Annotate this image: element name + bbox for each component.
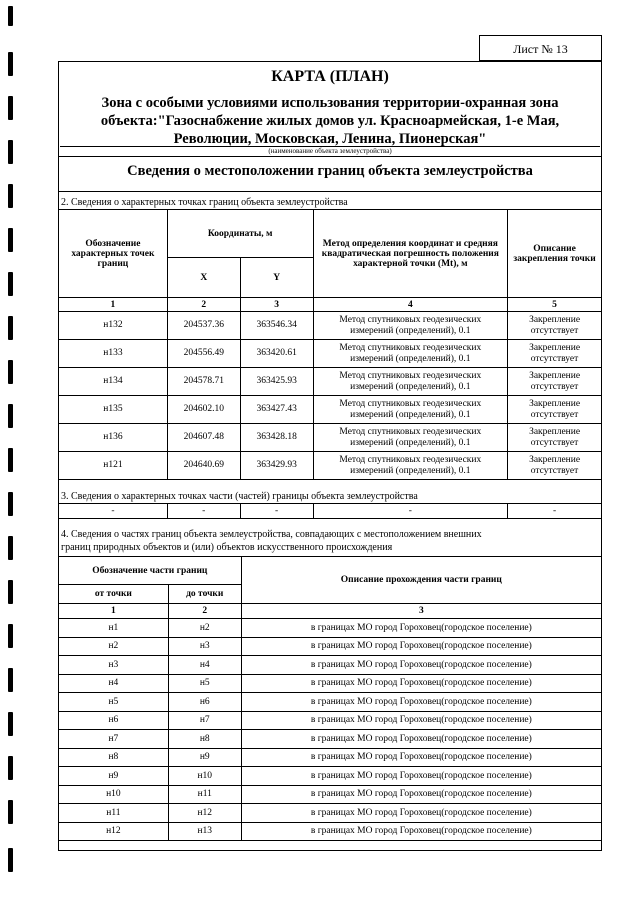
header-fix: Описание закрепления точки — [508, 210, 602, 298]
fix-line-2: отсутствует — [530, 381, 579, 392]
dash-cell: - — [59, 504, 168, 519]
part-description: в границах МО город Гороховец(городское поселение) — [241, 822, 601, 841]
header-point: Обозначение характерных точек границ — [59, 210, 168, 298]
from-point: н10 — [59, 785, 169, 804]
fix-line-2: отсутствует — [530, 465, 579, 476]
binding-hole — [8, 492, 13, 516]
fix-line-1: Закрепление — [529, 342, 581, 353]
to-point: н7 — [168, 711, 241, 730]
col-number: 2 — [168, 604, 241, 619]
from-point: н11 — [59, 804, 169, 823]
fix-line-1: Закрепление — [529, 314, 581, 325]
binding-hole — [8, 6, 13, 26]
section-4-label-line-1: 4. Сведения о частях границ объекта землеустройства, совпадающих с местоположением внешних — [61, 529, 482, 540]
object-title-line-1: Зона с особыми условиями использования территории-охранная зона — [101, 95, 559, 111]
section-title: Сведения о местоположении границ объекта землеустройства — [127, 163, 533, 179]
binding-hole — [8, 668, 13, 692]
coord-y: 363427.43 — [240, 396, 313, 424]
method-line-2: измерений (определений), 0.1 — [350, 325, 471, 336]
dash-cell: - — [240, 504, 313, 519]
table-row — [59, 822, 602, 841]
table-row — [59, 452, 602, 480]
fix-line-1: Закрепление — [529, 370, 581, 381]
method-line-2: измерений (определений), 0.1 — [350, 353, 471, 364]
from-point: н8 — [59, 748, 169, 767]
method-cell — [313, 340, 508, 368]
col-number: 1 — [59, 298, 168, 312]
table-row — [59, 340, 602, 368]
table-row — [59, 804, 602, 823]
table-row — [59, 396, 602, 424]
coord-x: 204578.71 — [167, 368, 240, 396]
col-number: 3 — [241, 604, 601, 619]
table-row — [59, 674, 602, 693]
divider — [58, 191, 602, 192]
from-point: н3 — [59, 656, 169, 675]
fix-line-2: отсутствует — [530, 409, 579, 420]
binding-hole — [8, 316, 13, 340]
section-2-label: 2. Сведения о характерных точках границ объекта землеустройства — [61, 197, 348, 208]
col-number: 2 — [167, 298, 240, 312]
from-point: н5 — [59, 693, 169, 712]
fix-line-2: отсутствует — [530, 437, 579, 448]
col-number: 3 — [240, 298, 313, 312]
table-row — [59, 656, 602, 675]
table-row — [59, 748, 602, 767]
binding-hole — [8, 800, 13, 824]
coord-y: 363546.34 — [240, 312, 313, 340]
parts-points-table — [58, 503, 602, 519]
method-line-2: измерений (определений), 0.1 — [350, 381, 471, 392]
section-3-label: 3. Сведения о характерных точках части (частей) границы объекта землеустройства — [61, 491, 418, 502]
to-point: н10 — [168, 767, 241, 786]
method-line-1: Метод спутниковых геодезических — [339, 426, 482, 437]
binding-hole — [8, 756, 13, 780]
col-number: 4 — [313, 298, 508, 312]
coord-y: 363420.61 — [240, 340, 313, 368]
binding-hole — [8, 404, 13, 428]
table-row — [59, 619, 602, 638]
fix-cell — [508, 424, 602, 452]
table-row — [59, 711, 602, 730]
dash-cell: - — [167, 504, 240, 519]
binding-hole — [8, 52, 13, 76]
fix-cell — [508, 396, 602, 424]
table-row — [59, 637, 602, 656]
binding-hole — [8, 96, 13, 120]
from-point: н9 — [59, 767, 169, 786]
header-method: Метод определения координат и средняя квадратическая погрешность положения характерной точки (Mt), м — [313, 210, 508, 298]
from-point: н6 — [59, 711, 169, 730]
to-point: н8 — [168, 730, 241, 749]
part-description: в границах МО город Гороховец(городское поселение) — [241, 730, 601, 749]
method-cell — [313, 452, 508, 480]
col-number: 5 — [508, 298, 602, 312]
dash-cell: - — [508, 504, 602, 519]
binding-hole — [8, 712, 13, 736]
binding-hole — [8, 624, 13, 648]
method-line-1: Метод спутниковых геодезических — [339, 314, 482, 325]
method-line-1: Метод спутниковых геодезических — [339, 342, 482, 353]
from-point: н2 — [59, 637, 169, 656]
header-coords: Координаты, м — [167, 210, 313, 258]
header-from: от точки — [59, 585, 169, 604]
table-row — [59, 785, 602, 804]
table-row — [59, 767, 602, 786]
to-point: н2 — [168, 619, 241, 638]
method-cell — [313, 396, 508, 424]
table-row — [59, 424, 602, 452]
binding-hole — [8, 272, 13, 296]
method-line-1: Метод спутниковых геодезических — [339, 454, 482, 465]
part-description: в границах МО город Гороховец(городское поселение) — [241, 637, 601, 656]
table-row — [59, 368, 602, 396]
boundary-parts-table — [58, 556, 602, 841]
point-name: н134 — [59, 368, 168, 396]
fix-cell — [508, 312, 602, 340]
binding-hole — [8, 184, 13, 208]
method-cell — [313, 312, 508, 340]
from-point: н7 — [59, 730, 169, 749]
method-line-1: Метод спутниковых геодезических — [339, 398, 482, 409]
part-description: в границах МО город Гороховец(городское поселение) — [241, 674, 601, 693]
to-point: н4 — [168, 656, 241, 675]
binding-hole — [8, 228, 13, 252]
from-point: н12 — [59, 822, 169, 841]
to-point: н3 — [168, 637, 241, 656]
method-cell — [313, 424, 508, 452]
coord-x: 204640.69 — [167, 452, 240, 480]
fix-line-1: Закрепление — [529, 426, 581, 437]
points-body — [59, 312, 602, 480]
fix-line-2: отсутствует — [530, 325, 579, 336]
map-title: КАРТА (ПЛАН) — [271, 68, 389, 85]
coord-x: 204556.49 — [167, 340, 240, 368]
binding-hole — [8, 360, 13, 384]
fix-cell — [508, 340, 602, 368]
part-description: в границах МО город Гороховец(городское поселение) — [241, 656, 601, 675]
header-to: до точки — [168, 585, 241, 604]
point-name: н133 — [59, 340, 168, 368]
object-title-line-2: объекта:"Газоснабжение жилых домов ул. Красноармейская, 1-е Мая, — [100, 113, 560, 129]
part-description: в границах МО город Гороховец(городское поселение) — [241, 767, 601, 786]
to-point: н6 — [168, 693, 241, 712]
point-name: н132 — [59, 312, 168, 340]
binding-hole — [8, 580, 13, 604]
coord-x: 204602.10 — [167, 396, 240, 424]
header-y: Y — [240, 258, 313, 298]
binding-holes — [4, 0, 22, 905]
object-caption: (наименование объекта землеустройства) — [268, 147, 392, 155]
dash-cell: - — [313, 504, 508, 519]
from-point: н4 — [59, 674, 169, 693]
table-row — [59, 730, 602, 749]
sheet-number: Лист № 13 — [479, 35, 602, 61]
to-point: н12 — [168, 804, 241, 823]
fix-cell — [508, 452, 602, 480]
binding-hole — [8, 848, 13, 872]
point-name: н121 — [59, 452, 168, 480]
section-4-label — [61, 528, 482, 554]
to-point: н5 — [168, 674, 241, 693]
method-line-1: Метод спутниковых геодезических — [339, 370, 482, 381]
fix-line-2: отсутствует — [530, 353, 579, 364]
coord-x: 204537.36 — [167, 312, 240, 340]
fix-line-1: Закрепление — [529, 454, 581, 465]
part-description: в границах МО город Гороховец(городское поселение) — [241, 619, 601, 638]
header-part: Обозначение части границ — [59, 557, 242, 585]
method-line-2: измерений (определений), 0.1 — [350, 409, 471, 420]
to-point: н13 — [168, 822, 241, 841]
binding-hole — [8, 536, 13, 560]
section-4-label-line-2: границ природных объектов и (или) объектов искусственного происхождения — [61, 542, 393, 553]
coord-y: 363428.18 — [240, 424, 313, 452]
parts-body — [59, 619, 602, 841]
binding-hole — [8, 448, 13, 472]
to-point: н11 — [168, 785, 241, 804]
from-point: н1 — [59, 619, 169, 638]
header-desc: Описание прохождения части границ — [241, 557, 601, 604]
point-name: н136 — [59, 424, 168, 452]
coord-x: 204607.48 — [167, 424, 240, 452]
part-description: в границах МО город Гороховец(городское поселение) — [241, 785, 601, 804]
part-description: в границах МО город Гороховец(городское поселение) — [241, 804, 601, 823]
to-point: н9 — [168, 748, 241, 767]
part-description: в границах МО город Гороховец(городское поселение) — [241, 711, 601, 730]
part-description: в границах МО город Гороховец(городское поселение) — [241, 748, 601, 767]
object-title — [58, 94, 602, 148]
point-name: н135 — [59, 396, 168, 424]
binding-hole — [8, 140, 13, 164]
method-line-2: измерений (определений), 0.1 — [350, 437, 471, 448]
fix-line-1: Закрепление — [529, 398, 581, 409]
fix-cell — [508, 368, 602, 396]
coord-y: 363425.93 — [240, 368, 313, 396]
coord-y: 363429.93 — [240, 452, 313, 480]
table-row — [59, 312, 602, 340]
object-title-line-3: Революции, Московская, Ленина, Пионерская" — [173, 131, 487, 147]
method-line-2: измерений (определений), 0.1 — [350, 465, 471, 476]
divider — [58, 156, 602, 157]
table-row — [59, 693, 602, 712]
col-number: 1 — [59, 604, 169, 619]
method-cell — [313, 368, 508, 396]
header-x: X — [167, 258, 240, 298]
points-table — [58, 209, 602, 480]
part-description: в границах МО город Гороховец(городское поселение) — [241, 693, 601, 712]
